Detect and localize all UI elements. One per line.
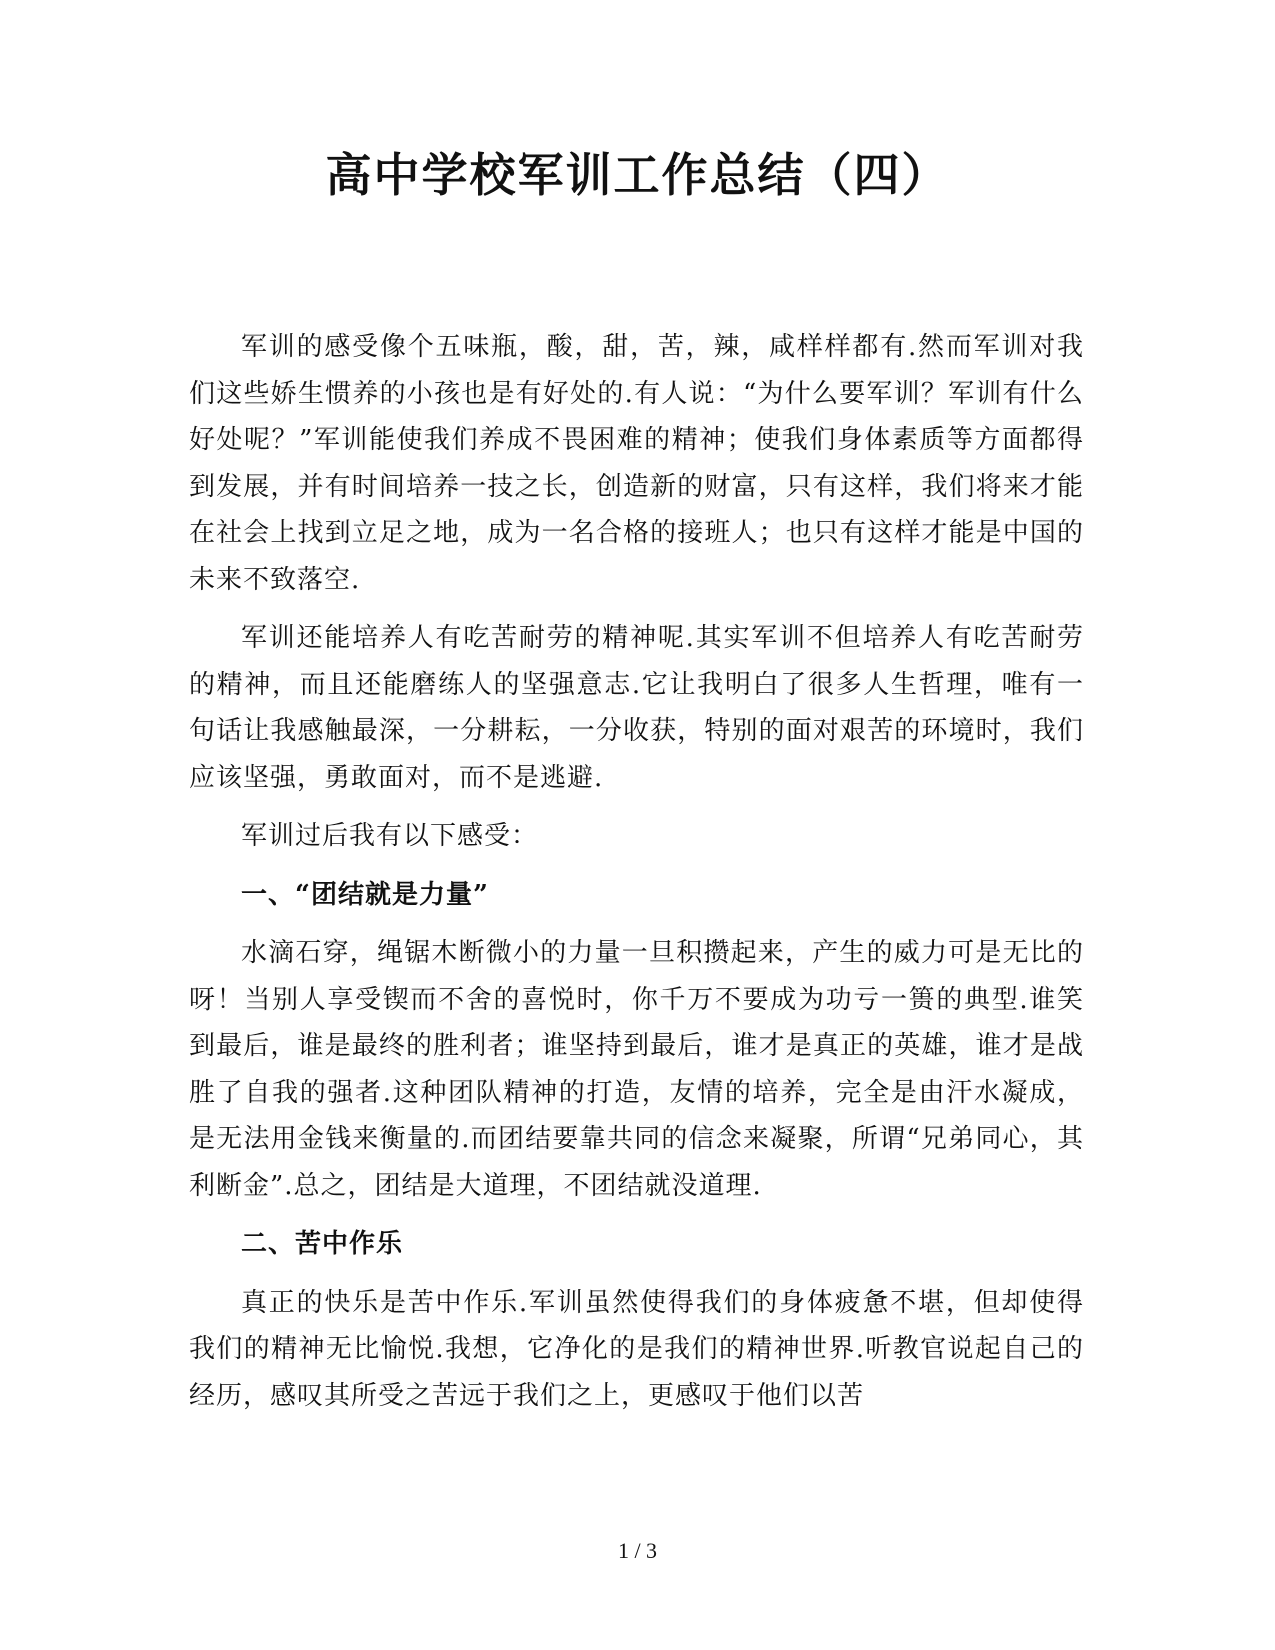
page-number: 1 / 3 <box>617 1538 658 1563</box>
paragraph-joy-in-hardship: 真正的快乐是苦中作乐.军训虽然使得我们的身体疲惫不堪，但却使得我们的精神无比愉悦.我想，它净化的是我们的精神世界.听教官说起自己的经历，感叹其所受之苦远于我们之上，更感叹于他们以苦 <box>189 1287 1084 1411</box>
section-heading-joy-in-hardship: 二、苦中作乐 <box>241 1229 404 1259</box>
section-heading-unity: 一、“团结就是力量” <box>241 879 489 910</box>
paragraph-unity: 水滴石穿，绳锯木断微小的力量一旦积攒起来，产生的威力可是无比的呀！当别人享受锲而不舍的喜悦时，你千万不要成为功亏一篑的典型.谁笑到最后，谁是最终的胜利者；谁坚持到最后，谁才是真正的英雄，谁才是战胜了自我的强者.这种团队精神的打造，友情的培养，完全是由汗水凝成，是无法用金钱来衡量的.而团结要靠共同的信念来凝聚，所谓“兄弟同心，其利断金”.总之，团结是大道理，不团结就没道理. <box>189 938 1084 1201</box>
paragraph-intro: 军训的感受像个五味瓶，酸，甜，苦，辣，咸样样都有.然而军训对我们这些娇生惯养的小孩也是有好处的.有人说：“为什么要军训？军训有什么好处呢？”军训能使我们养成不畏困难的精神；使我们身体素质等方面都得到发展，并有时间培养一技之长，创造新的财富，只有这样，我们将来才能在社会上找到立足之地，成为一名合格的接班人；也只有这样才能是中国的未来不致落空. <box>189 332 1084 595</box>
paragraph-feelings-lead: 军训过后我有以下感受： <box>241 821 539 851</box>
paragraph-hardship: 军训还能培养人有吃苦耐劳的精神呢.其实军训不但培养人有吃苦耐劳的精神，而且还能磨练人的坚强意志.它让我明白了很多人生哲理，唯有一句话让我感触最深，一分耕耘，一分收获，特别的面对艰苦的环境时，我们应该坚强，勇敢面对，而不是逃避. <box>189 623 1084 793</box>
document-title: 高中学校军训工作总结（四） <box>325 148 950 202</box>
document-body <box>189 324 1084 1431</box>
